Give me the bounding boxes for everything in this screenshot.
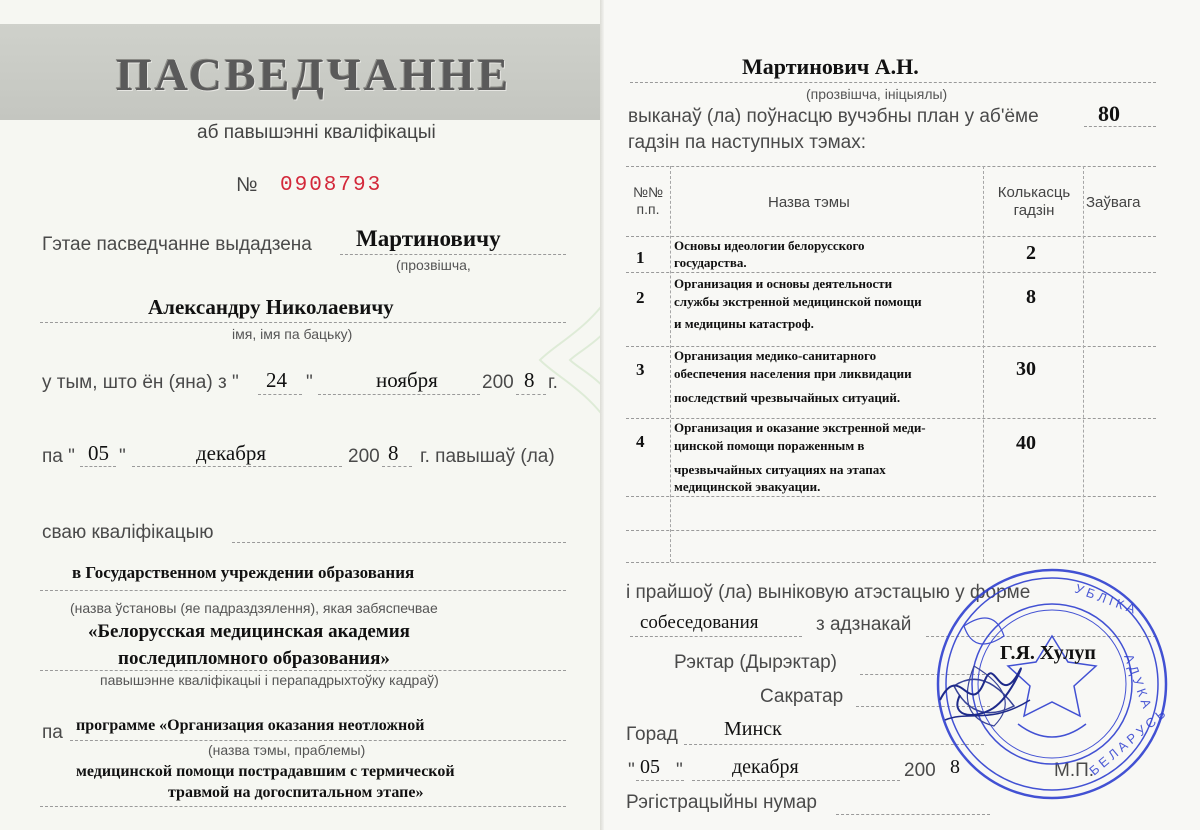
institution-caption-2: павышэнне кваліфікацыі і перападрыхтоўку кадраў) <box>100 672 439 688</box>
from-month: ноября <box>376 368 438 392</box>
date-year-suffix: 8 <box>950 756 960 778</box>
city-label: Горад <box>626 724 678 745</box>
row-1-hours: 2 <box>1026 242 1036 264</box>
certificate-subtitle: аб павышэнні кваліфікацыі <box>197 122 436 143</box>
row-1-topic-line-1: Основы идеологии белорусского <box>674 238 865 253</box>
to-day: 05 <box>88 441 109 465</box>
header-num: №№ п.п. <box>632 184 664 217</box>
row-3-hours: 30 <box>1016 358 1036 380</box>
city-value: Минск <box>724 718 782 740</box>
svg-text:У Б Л І К А: У Б Л І К А <box>1072 580 1138 617</box>
row-4-topic-line-3: чрезвычайных ситуациях на этапах <box>674 462 886 477</box>
number-label: № <box>236 174 258 196</box>
name-caption: (прозвішча, ініцыялы) <box>806 86 948 102</box>
svg-text:А Д У К А: А Д У К А <box>1121 651 1155 711</box>
row-2-topic-line-2: службы экстренной медицинской помощи <box>674 294 922 309</box>
institution-line-1: в Государственном учреждении образования <box>72 563 415 582</box>
certificate-spread: ПАСВЕДЧАННЕ аб павышэнні кваліфікацыі № 0908793 Гэтае пасведчанне выдадзена Мартиновичу (прозвішча, Александру Николаевичу імя, імя па бацьку) у тым, што ён (яна) з " 24 " ноября 200 8 г. па " 05 " декабря 200 8 г. павышаў (ла) сваю кваліфікацыю в Государственном учреждении образования (назва ўстановы (яе падраздзялення), якая забяспечвае «Белорусская медицинская академия последипломного образования» павышэнне кваліфікацыі і перападрыхтоўку кадраў) па программе «Организация оказания неотложной (назва тэмы, праблемы) медицинской помощи пострадавшим с термической травмой на догоспитальном этапе» Мартинович А.Н. (прозвішча, ініцыялы) выканаў (ла) поўнасцю вучэбны план у аб'ёме 80 гадзін па наступных тэмах: №№ п.п. Назва тэмы Колькасць гадзін Заўвага 1 Основы идеологии белорусского государства. 2 2 Организация и основы деятельности службы экстренной медицинской помощи и медицины катастроф. 8 3 Организация медико-санитарного обеспечения населения при ликвидации последствий чрезвычайных ситуаций. 30 4 Организация и оказание экстренной меди- цинской помощи пораженным в чрезвычайных ситуациях на этапах медицинской эвакуации. 40 і прайшоў (ла) выніковую атэстацыю у форме собеседования з адзнакай Рэктар (Дырэктар) Сакратар Горад Минск " 05 " декабря 200 8 М.П. Рэгістрацыйны нумар У Б Л І К А А Д У К А Б Е Л А Р У С Ь Г.Я. Хулуп <box>0 0 1200 830</box>
recipient-surname: Мартиновичу <box>356 226 501 251</box>
from-year-suffix: 8 <box>524 368 535 392</box>
institution-line-2: «Белорусская медицинская академия <box>88 621 410 642</box>
grade-label: з адзнакай <box>816 614 912 635</box>
row-2-hours: 8 <box>1026 286 1036 308</box>
certificate-title: ПАСВЕДЧАННЕ <box>116 49 512 100</box>
stamp-label: М.П. <box>1054 760 1095 781</box>
date-day: 05 <box>640 756 660 778</box>
row-4-hours: 40 <box>1016 432 1036 454</box>
program-line-2: медицинской помощи пострадавшим с термической <box>76 763 455 780</box>
to-year-suffix: 8 <box>388 441 399 465</box>
row-3-topic-line-3: последствий чрезвычайных ситуаций. <box>674 390 901 405</box>
row-4-topic-line-2: цинской помощи пораженным в <box>674 438 865 453</box>
given-names-caption: імя, імя па бацьку) <box>232 326 353 342</box>
row-2-topic-line-1: Организация и основы деятельности <box>674 276 893 291</box>
row-4-num: 4 <box>636 432 645 451</box>
date-year-prefix: 200 <box>904 760 936 781</box>
recipient-given-names: Александру Николаевичу <box>148 295 394 319</box>
registration-label: Рэгістрацыйны нумар <box>626 792 817 813</box>
rector-label: Рэктар (Дырэктар) <box>674 652 837 673</box>
program-label: па <box>42 722 63 743</box>
to-year-prefix: 200 <box>348 446 380 467</box>
from-day: 24 <box>266 368 287 392</box>
issued-to-label: Гэтае пасведчанне выдадзена <box>42 234 312 255</box>
svg-text:Б Е Л А Р У С Ь: Б Е Л А Р У С Ь <box>1086 706 1169 779</box>
to-quote: " <box>119 446 126 467</box>
from-label: у тым, што ён (яна) з " <box>42 372 239 393</box>
from-quote: " <box>306 372 313 393</box>
program-line-1: программе «Организация оказания неотложной <box>76 717 425 734</box>
completed-label: выканаў (ла) поўнасцю вучэбны план у аб'ёме <box>628 106 1039 127</box>
attestation-label: і прайшоў (ла) выніковую атэстацыю у форме <box>626 582 1031 603</box>
to-tail: г. павышаў (ла) <box>420 446 555 467</box>
total-hours: 80 <box>1098 101 1120 126</box>
header-hours: Колькасць гадзін <box>997 184 1071 219</box>
row-1-num: 1 <box>636 248 645 267</box>
topics-label: гадзін па наступных тэмах: <box>628 132 867 153</box>
header-note: Заўвага <box>1086 194 1141 211</box>
row-3-num: 3 <box>636 360 645 379</box>
institution-caption: (назва ўстановы (яе падраздзялення), якая забяспечвае <box>70 600 438 616</box>
serial-number: 0908793 <box>280 174 383 197</box>
qualification-label: сваю кваліфікацыю <box>42 522 214 543</box>
row-2-num: 2 <box>636 288 645 307</box>
row-3-topic-line-1: Организация медико-санитарного <box>674 348 877 363</box>
rector-name: Г.Я. Хулуп <box>1000 642 1096 664</box>
row-2-topic-line-3: и медицины катастроф. <box>674 316 814 331</box>
header-topic: Назва тэмы <box>768 194 850 211</box>
from-year-prefix: 200 <box>482 372 514 393</box>
to-label: па " <box>42 446 75 467</box>
to-month: декабря <box>196 441 267 465</box>
institution-line-3: последипломного образования» <box>118 648 390 669</box>
row-4-topic-line-4: медицинской эвакуации. <box>674 479 821 494</box>
row-1-topic-line-2: государства. <box>674 255 747 270</box>
program-caption: (назва тэмы, праблемы) <box>208 742 366 758</box>
program-line-3: травмой на догоспитальном этапе» <box>168 784 424 801</box>
signature-icon <box>930 640 1040 730</box>
surname-caption: (прозвішча, <box>396 257 471 273</box>
secretary-label: Сакратар <box>760 686 844 707</box>
recipient-short-name: Мартинович А.Н. <box>742 54 919 79</box>
from-year-unit: г. <box>548 372 558 393</box>
date-month: декабря <box>732 756 799 778</box>
row-3-topic-line-2: обеспечения населения при ликвидации <box>674 366 912 381</box>
attestation-form: собеседования <box>640 612 759 633</box>
row-4-topic-line-1: Организация и оказание экстренной меди- <box>674 420 926 435</box>
